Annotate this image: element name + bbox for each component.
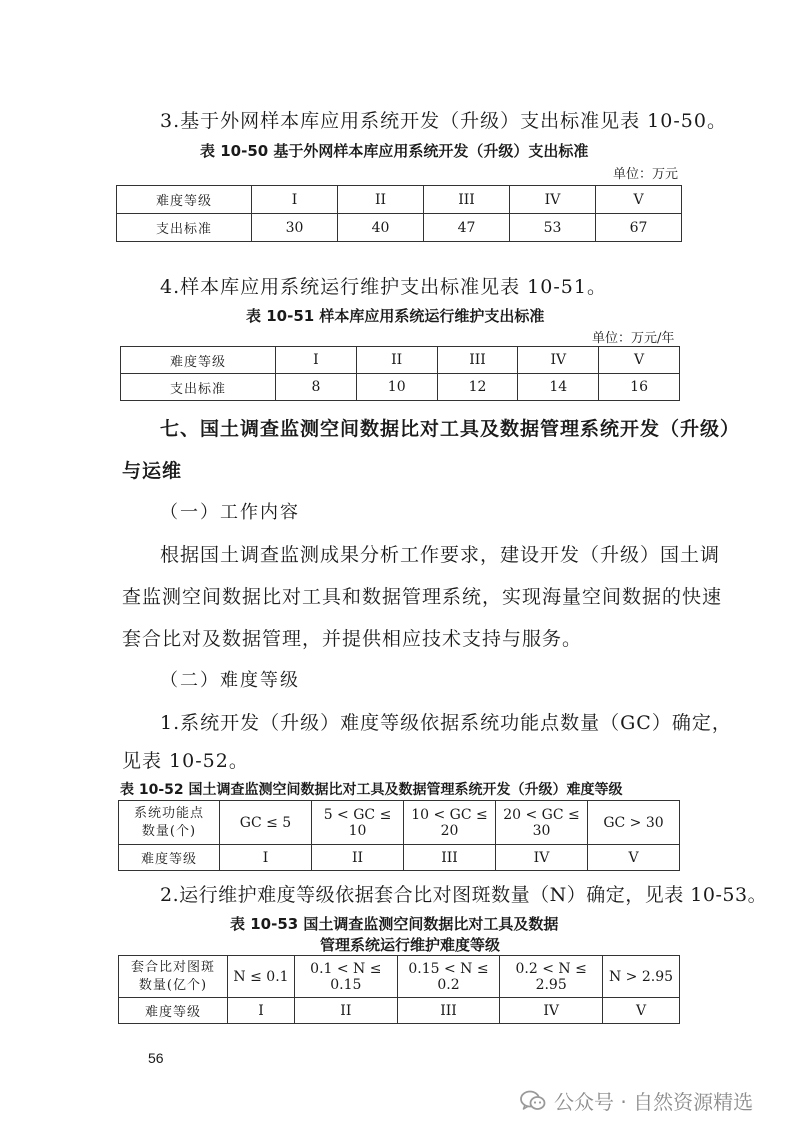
table-cell: 8 [276, 374, 357, 401]
table-cell: III [424, 186, 510, 214]
table-cell: 难度等级 [119, 845, 220, 871]
table-cell: 12 [437, 374, 518, 401]
table-10-50 [116, 185, 682, 242]
table-row [117, 214, 682, 242]
table-cell: 5 < GC ≤ 10 [312, 801, 404, 845]
table-cell: 67 [596, 214, 682, 242]
table-cell: 难度等级 [121, 347, 276, 374]
table-cell: II [295, 998, 398, 1024]
table-cell: 53 [510, 214, 596, 242]
table-cell: GC > 30 [588, 801, 680, 845]
header-line: 数量(个) [141, 823, 197, 839]
header-line: 数量(亿个) [138, 977, 208, 993]
table-row [117, 186, 682, 214]
table-cell: V [603, 998, 680, 1024]
table-cell [119, 956, 228, 998]
table-cell: III [397, 998, 500, 1024]
table-cell: 0.15 < N ≤ 0.2 [397, 956, 500, 998]
table-10-53-caption-1: 表 10-53 国土调查监测空间数据比对工具及数据 [230, 915, 559, 933]
table-cell: IV [496, 845, 588, 871]
paragraph-3: 3.基于外网样本库应用系统开发（升级）支出标准见表 10-50。 [160, 110, 727, 132]
subheading-work: （一）工作内容 [160, 502, 300, 523]
table-cell: 支出标准 [117, 214, 252, 242]
table-row [119, 998, 680, 1024]
table-cell: N ≤ 0.1 [228, 956, 295, 998]
page-number: 56 [148, 1050, 164, 1066]
table-cell: 0.2 < N ≤ 2.95 [500, 956, 603, 998]
table-cell: 10 < GC ≤ 20 [404, 801, 496, 845]
table-cell: II [312, 845, 404, 871]
table-cell: 16 [599, 374, 680, 401]
table-10-51-unit: 单位：万元/年 [592, 331, 675, 346]
table-10-51-caption: 表 10-51 样本库应用系统运行维护支出标准 [246, 307, 545, 325]
wechat-icon [520, 1090, 546, 1112]
difficulty-p1-line2: 见表 10-52。 [122, 750, 249, 772]
work-line-3: 套合比对及数据管理，并提供相应技术支持与服务。 [122, 628, 583, 650]
table-cell: 10 [356, 374, 437, 401]
table-cell: I [252, 186, 338, 214]
table-cell [119, 801, 220, 845]
section-heading-7-cont: 与运维 [122, 460, 183, 482]
table-row [119, 845, 680, 871]
table-cell: 14 [518, 374, 599, 401]
table-cell: IV [510, 186, 596, 214]
table-cell: GC ≤ 5 [220, 801, 312, 845]
table-cell: 难度等级 [117, 186, 252, 214]
table-cell: V [588, 845, 680, 871]
table-10-50-unit: 单位：万元 [613, 167, 679, 182]
table-cell: V [599, 347, 680, 374]
watermark [520, 1086, 753, 1115]
table-10-53-caption-2: 管理系统运行维护难度等级 [320, 936, 501, 954]
subheading-difficulty: （二）难度等级 [160, 670, 300, 691]
paragraph-2: 2.运行维护难度等级依据套合比对图斑数量（N）确定，见表 10-53。 [160, 884, 768, 906]
table-cell: 0.1 < N ≤ 0.15 [295, 956, 398, 998]
table-cell: III [437, 347, 518, 374]
table-10-53 [118, 955, 680, 1024]
table-row [121, 374, 680, 401]
table-row [119, 956, 680, 998]
watermark-text: 公众号 · 自然资源精选 [554, 1090, 754, 1114]
table-cell: I [220, 845, 312, 871]
header-line: 系统功能点 [133, 805, 204, 821]
table-cell: 20 < GC ≤ 30 [496, 801, 588, 845]
table-cell: V [596, 186, 682, 214]
difficulty-p1-line1: 1.系统开发（升级）难度等级依据系统功能点数量（GC）确定， [160, 712, 732, 734]
table-cell: II [356, 347, 437, 374]
table-cell: 支出标准 [121, 374, 276, 401]
table-10-52 [118, 800, 680, 871]
table-cell: 难度等级 [119, 998, 228, 1024]
table-cell: 30 [252, 214, 338, 242]
table-10-52-caption: 表 10-52 国土调查监测空间数据比对工具及数据管理系统开发（升级）难度等级 [120, 782, 623, 798]
table-cell: IV [518, 347, 599, 374]
table-cell: I [276, 347, 357, 374]
work-line-1: 根据国土调查监测成果分析工作要求，建设开发（升级）国土调 [160, 544, 721, 566]
section-heading-7: 七、国土调查监测空间数据比对工具及数据管理系统开发（升级） [160, 418, 741, 440]
table-cell: IV [500, 998, 603, 1024]
table-row [119, 801, 680, 845]
table-row [121, 347, 680, 374]
table-10-51 [120, 346, 680, 401]
table-cell: N > 2.95 [603, 956, 680, 998]
table-cell: III [404, 845, 496, 871]
table-cell: I [228, 998, 295, 1024]
work-line-2: 查监测空间数据比对工具和数据管理系统，实现海量空间数据的快速 [122, 586, 723, 608]
paragraph-4: 4.样本库应用系统运行维护支出标准见表 10-51。 [160, 276, 607, 298]
table-10-50-caption: 表 10-50 基于外网样本库应用系统开发（升级）支出标准 [200, 142, 589, 160]
table-cell: 40 [338, 214, 424, 242]
table-cell: 47 [424, 214, 510, 242]
table-cell: II [338, 186, 424, 214]
header-line: 套合比对图斑 [130, 959, 215, 975]
